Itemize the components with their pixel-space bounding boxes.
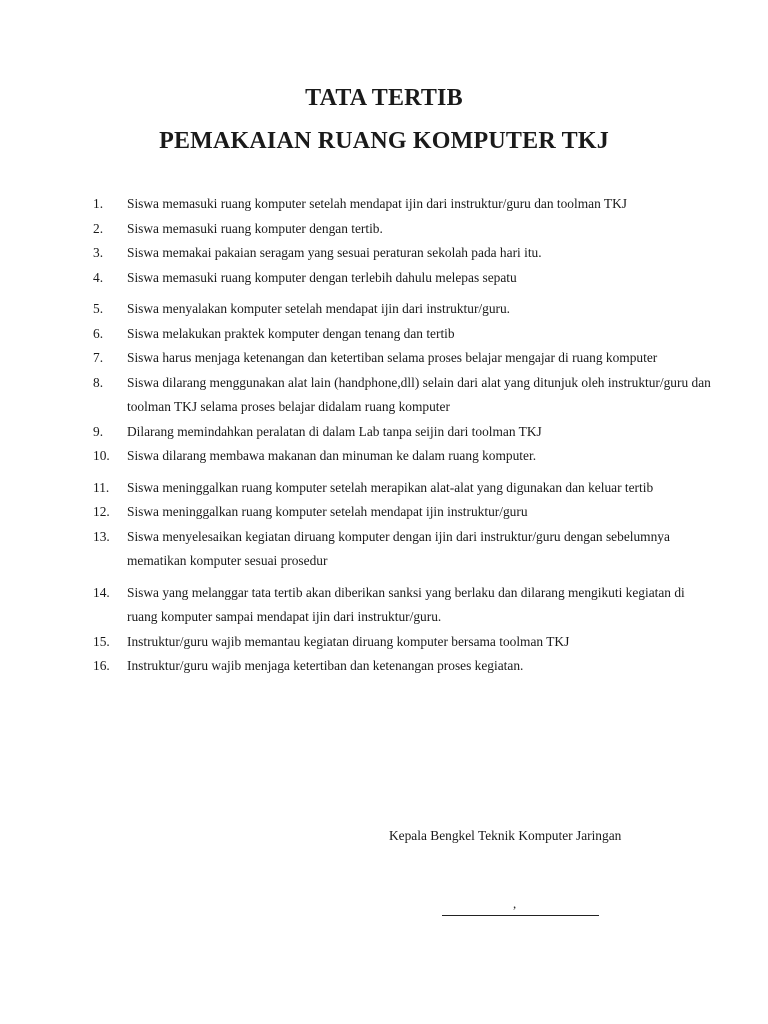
- rule-item: [93, 420, 713, 445]
- rule-number: 3.: [93, 245, 104, 260]
- rule-item: [93, 192, 713, 217]
- rule-item: [93, 241, 713, 266]
- rule-item: [93, 346, 713, 371]
- signature-line: [442, 915, 599, 916]
- rule-text: Dilarang memindahkan peralatan di dalam Lab tanpa seijin dari toolman TKJ: [127, 423, 542, 439]
- rule-item: [93, 371, 713, 420]
- rule-text: Siswa harus menjaga ketenangan dan ketertiban selama proses belajar mengajar di ruang komputer: [127, 350, 658, 365]
- rule-text: Siswa menyalakan komputer setelah mendapat ijin dari instruktur/guru.: [127, 301, 511, 316]
- rule-item: [93, 630, 713, 655]
- rule-number: 7.: [93, 350, 104, 365]
- rule-item: [93, 322, 713, 347]
- rule-text: Instruktur/guru wajib memantau kegiatan diruang komputer bersama toolman TKJ: [127, 633, 570, 649]
- rules-list: [93, 192, 713, 679]
- rule-text: Siswa memakai pakaian seragam yang sesuai peraturan sekolah pada hari itu.: [127, 245, 542, 260]
- rule-item: [93, 297, 713, 322]
- rule-number: 6.: [93, 325, 104, 341]
- rule-text: Instruktur/guru wajib menjaga ketertiban dan ketenangan proses kegiatan.: [127, 658, 524, 673]
- rule-text: Siswa memasuki ruang komputer setelah mendapat ijin dari instruktur/guru dan toolman TKJ: [127, 196, 627, 211]
- rule-item: [93, 525, 713, 574]
- rule-number: 8.: [93, 374, 104, 390]
- rule-number: 9.: [93, 423, 104, 439]
- rule-number: 12.: [93, 504, 110, 519]
- rule-text: Siswa memasuki ruang komputer dengan tertib.: [127, 220, 383, 236]
- rule-text: Siswa memasuki ruang komputer dengan terlebih dahulu melepas sepatu: [127, 269, 517, 285]
- signature-comma: ,: [513, 896, 517, 911]
- rule-number: 5.: [93, 301, 104, 316]
- rule-number: 11.: [93, 479, 110, 495]
- rule-item: [93, 444, 713, 469]
- rule-number: 16.: [93, 658, 110, 673]
- rule-item: [93, 581, 713, 630]
- rule-number: 13.: [93, 528, 110, 544]
- rule-item: [93, 476, 713, 501]
- rule-text: Siswa dilarang menggunakan alat lain (handphone,dll) selain dari alat yang ditunjuk oleh instruktur/guru dan toolman TKJ selama proses belajar didalam ruang komputer: [127, 374, 711, 414]
- document-subtitle: PEMAKAIAN RUANG KOMPUTER TKJ: [159, 128, 609, 154]
- rule-number: 2.: [93, 220, 104, 236]
- rule-item: [93, 266, 713, 291]
- rule-text: Siswa yang melanggar tata tertib akan diberikan sanksi yang berlaku dan dilarang mengikuti kegiatan di ruang komputer sampai mendapat ijin dari instruktur/guru.: [127, 584, 685, 624]
- rule-item: [93, 500, 713, 525]
- document-title: TATA TERTIB: [305, 85, 463, 111]
- rule-item: [93, 654, 713, 679]
- rule-text: Siswa meninggalkan ruang komputer setelah mendapat ijin instruktur/guru: [127, 504, 528, 519]
- rule-number: 14.: [93, 584, 110, 600]
- rule-number: 15.: [93, 633, 110, 649]
- rule-text: Siswa meninggalkan ruang komputer setelah merapikan alat-alat yang digunakan dan keluar tertib: [127, 479, 654, 495]
- rule-item: [93, 217, 713, 242]
- rule-number: 10.: [93, 448, 110, 463]
- rule-text: Siswa menyelesaikan kegiatan diruang komputer dengan ijin dari instruktur/guru dengan sebelumnya mematikan komputer sesuai prosedur: [127, 528, 670, 568]
- signature-title: Kepala Bengkel Teknik Komputer Jaringan: [389, 828, 622, 843]
- rule-number: 1.: [93, 196, 104, 211]
- rule-text: Siswa dilarang membawa makanan dan minuman ke dalam ruang komputer.: [127, 448, 537, 463]
- rule-text: Siswa melakukan praktek komputer dengan tenang dan tertib: [127, 325, 455, 341]
- rule-number: 4.: [93, 269, 104, 285]
